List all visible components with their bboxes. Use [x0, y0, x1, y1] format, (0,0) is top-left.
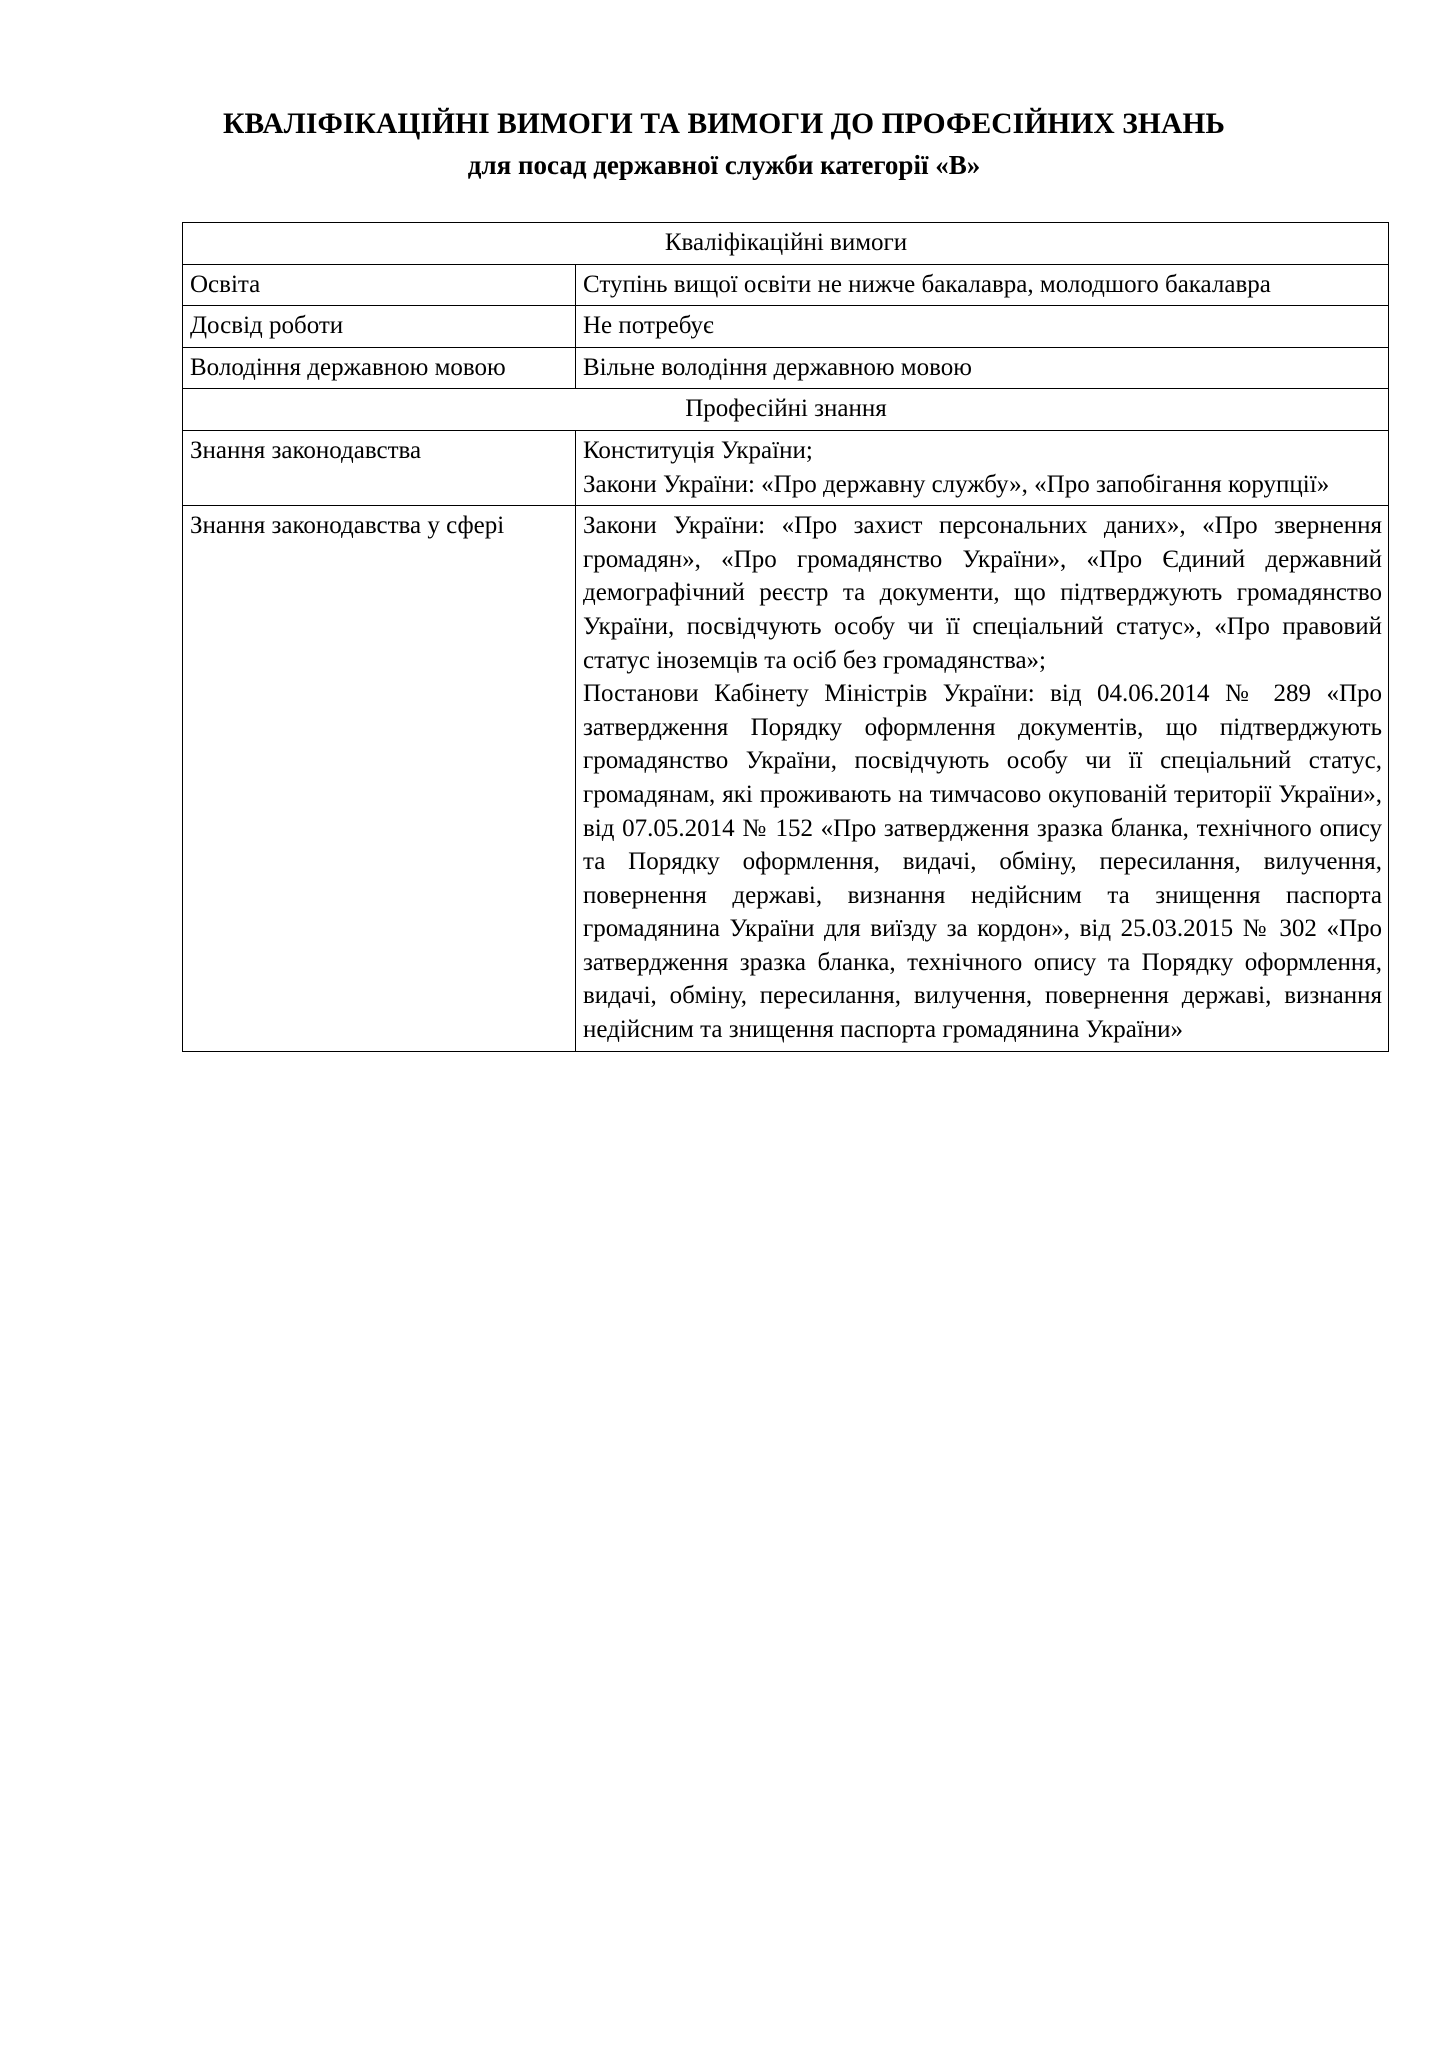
paragraph: Вільне володіння державною мовою: [583, 353, 972, 381]
row-value-language-proficiency: [576, 347, 1389, 389]
table-section-header-row: [183, 389, 1389, 431]
paragraph: Закони України: «Про захист персональних даних», «Про звернення громадян», «Про громадянство України», «Про Єдиний державний демографічний реєстр та документи, що підтверджують громадянство України, посвідчують особу чи її спеціальний статус», «Про правовий статус іноземців та осіб без громадянства»;: [583, 512, 1382, 674]
title-block: [0, 108, 1448, 181]
section-header-professional-knowledge: Професійні знання: [183, 389, 1389, 431]
row-label-language-proficiency: Володіння державною мовою: [183, 347, 576, 389]
table-row: [183, 264, 1389, 306]
row-value-knowledge-of-legislation: [576, 430, 1389, 505]
row-value-work-experience: [576, 306, 1389, 348]
paragraph: Постанови Кабінету Міністрів України: від 04.06.2014 № 289 «Про затвердження Порядку оформлення документів, що підтверджують громадянство України, посвідчують особу чи її спеціальний статус, громадянам, які проживають на тимчасово окупованій території України», від 07.05.2014 № 152 «Про затвердження зразка бланка, технічного опису та Порядку оформлення, видачі, обміну, пересилання, вилучення, повернення державі, визнання недійсним та знищення паспорта громадянина України для виїзду за кордон», від 25.03.2015 № 302 «Про затвердження зразка бланка, технічного опису та Порядку оформлення, видачі, обміну, пересилання, вилучення, повернення державі, визнання недійсним та знищення паспорта громадянина України»: [583, 680, 1382, 1044]
page-title: КВАЛІФІКАЦІЙНІ ВИМОГИ ТА ВИМОГИ ДО ПРОФЕСІЙНИХ ЗНАНЬ: [222, 108, 1226, 140]
row-value-knowledge-of-legislation-in-field: [576, 506, 1389, 1052]
table-row: [183, 306, 1389, 348]
paragraph: Ступінь вищої освіти не нижче бакалавра, молодшого бакалавра: [583, 270, 1271, 298]
paragraph: Закони України: «Про державну службу», «Про запобігання корупції»: [583, 470, 1330, 498]
table-row: [183, 347, 1389, 389]
table-row: [183, 430, 1389, 505]
table-row: [183, 506, 1389, 1052]
paragraph: Не потребує: [583, 312, 714, 340]
table-section-header-row: [183, 223, 1389, 265]
requirements-table: [182, 222, 1389, 1052]
row-label-knowledge-of-legislation-in-field: Знання законодавства у сфері: [183, 506, 576, 1052]
row-value-education: [576, 264, 1389, 306]
row-label-education: Освіта: [183, 264, 576, 306]
row-label-knowledge-of-legislation: Знання законодавства: [183, 430, 576, 505]
paragraph: Конституція України;: [583, 436, 813, 464]
row-label-work-experience: Досвід роботи: [183, 306, 576, 348]
requirements-table-wrapper: [182, 222, 1388, 1052]
section-header-qualification-requirements: Кваліфікаційні вимоги: [183, 223, 1389, 265]
page-subtitle: для посад державної служби категорії «В»: [467, 149, 981, 180]
